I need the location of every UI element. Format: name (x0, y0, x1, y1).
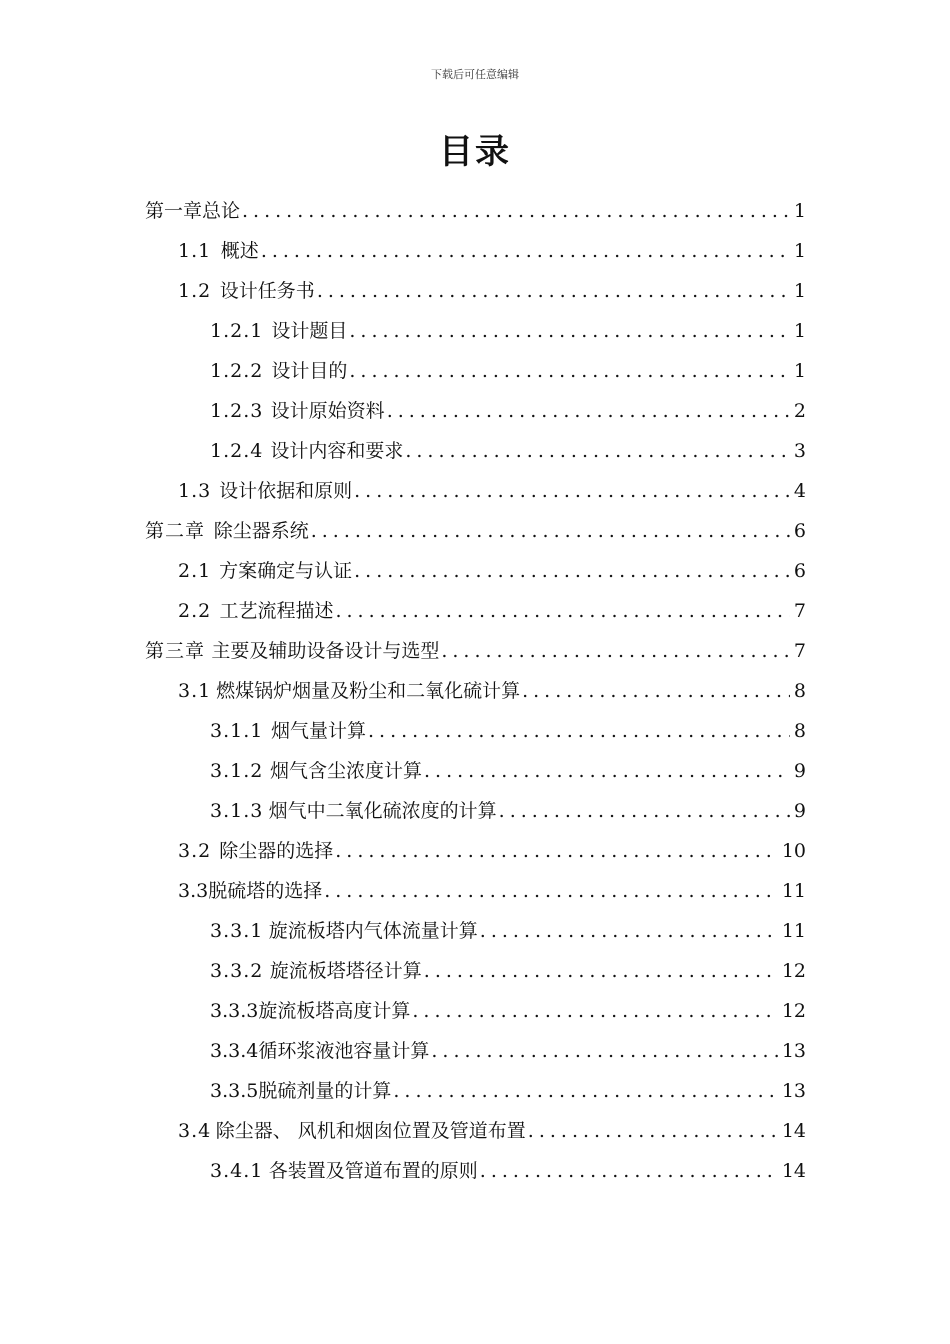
toc-entry[interactable] (210, 431, 806, 471)
toc-entry-number: 3.1 (178, 680, 212, 702)
toc-page-number: 7 (793, 640, 806, 662)
toc-entry[interactable] (210, 1151, 806, 1191)
toc-leader (349, 311, 790, 351)
toc-leader (354, 471, 790, 511)
toc-entry[interactable] (210, 1031, 806, 1071)
toc-entry[interactable] (178, 1111, 806, 1151)
toc-leader (480, 911, 778, 951)
toc-entry[interactable] (178, 271, 806, 311)
toc-page-number: 3 (793, 440, 806, 462)
toc-entry-number: 1.2 (178, 280, 212, 302)
toc-leader (317, 271, 790, 311)
toc-entry[interactable] (178, 231, 806, 271)
toc-entry-number: 3.3.1 (210, 920, 264, 942)
toc-entry-number: 3.2 (178, 840, 212, 862)
toc-entry-number: 1.2.4 (210, 440, 264, 462)
toc-entry[interactable] (210, 711, 806, 751)
toc-entry-text: 除尘器系统 (213, 520, 309, 542)
toc-leader (424, 751, 790, 791)
toc-leader (528, 1111, 778, 1151)
toc-entry-number: 3.1.3 (210, 800, 264, 822)
toc-entry-number: 1.2.2 (210, 360, 264, 382)
toc-entry-text: 3.3.5脱硫剂量的计算 (210, 1080, 392, 1102)
toc-entry-text: 工艺流程描述 (219, 600, 334, 622)
toc-entry-text: 设计依据和原则 (219, 480, 353, 502)
toc-entry-text: 3.3.3旋流板塔高度计算 (210, 1000, 411, 1022)
toc-leader (441, 631, 790, 671)
toc-page-number: 10 (781, 840, 806, 862)
toc-entry-text: 3.3.4循环浆液池容量计算 (210, 1040, 430, 1062)
toc-leader (324, 871, 778, 911)
toc-entry-text: 设计内容和要求 (270, 440, 404, 462)
toc-entry-number: 3.4 (178, 1120, 212, 1142)
toc-entry-number: 1.2.3 (210, 400, 264, 422)
toc-page-number: 11 (781, 880, 806, 902)
toc-leader (242, 191, 790, 231)
toc-leader (349, 351, 790, 391)
toc-entry[interactable] (145, 631, 806, 671)
toc-entry[interactable] (178, 871, 806, 911)
toc-entry-text: 燃煤锅炉烟量及粉尘和二氧化硫计算 (216, 680, 521, 702)
toc-entry-text: 概述 (220, 240, 259, 262)
toc-entry-text: 烟气量计算 (271, 720, 367, 742)
toc-page-number: 9 (793, 760, 806, 782)
toc-entry[interactable] (178, 671, 806, 711)
toc-entry[interactable] (178, 551, 806, 591)
toc-page-number: 14 (781, 1120, 806, 1142)
toc-entry[interactable] (145, 511, 806, 551)
toc-leader (480, 1151, 778, 1191)
toc-entry[interactable] (210, 751, 806, 791)
toc-entry[interactable] (210, 991, 806, 1031)
toc-entry-number: 1.1 (178, 240, 212, 262)
toc-page-number: 12 (781, 1000, 806, 1022)
toc-entry-text: 烟气含尘浓度计算 (269, 760, 422, 782)
toc-leader (354, 551, 790, 591)
toc-leader (335, 591, 789, 631)
toc-entry-number: 第三章 (145, 640, 206, 662)
toc-entry-number: 2.1 (178, 560, 212, 582)
toc-entry-text: 方案确定与认证 (219, 560, 353, 582)
toc-page-number: 7 (793, 600, 806, 622)
toc-leader (522, 671, 790, 711)
toc-leader (499, 791, 790, 831)
toc-entry-text: 各装置及管道布置的原则 (268, 1160, 478, 1182)
toc-entry-text: 旋流板塔内气体流量计算 (268, 920, 478, 942)
toc-page-number: 6 (793, 560, 806, 582)
toc-leader (405, 431, 790, 471)
toc-entry[interactable] (210, 311, 806, 351)
toc-entry-text: 设计目的 (271, 360, 348, 382)
page-title: 目录 (439, 132, 511, 172)
toc-leader (261, 231, 790, 271)
toc-entry[interactable] (210, 791, 806, 831)
toc-leader (431, 1031, 777, 1071)
toc-entry-number: 2.2 (178, 600, 212, 622)
toc-page-number: 9 (793, 800, 806, 822)
toc-entry-number: 3.4.1 (210, 1160, 264, 1182)
toc-leader (335, 831, 778, 871)
toc-leader (424, 951, 778, 991)
toc-entry-text: 设计任务书 (219, 280, 315, 302)
toc-leader (393, 1071, 777, 1111)
toc-leader (368, 711, 790, 751)
toc-page-number: 1 (793, 280, 806, 302)
toc-entry-text: 3.3脱硫塔的选择 (178, 880, 323, 902)
toc-page-number: 1 (793, 240, 806, 262)
toc-entry-text: 旋流板塔塔径计算 (269, 960, 422, 982)
toc-page-number: 8 (793, 680, 806, 702)
toc-leader (311, 511, 790, 551)
toc-entry[interactable] (178, 591, 806, 631)
toc-entry-text: 主要及辅助设备设计与选型 (211, 640, 440, 662)
toc-entry[interactable] (178, 831, 806, 871)
toc-page-number: 13 (781, 1040, 806, 1062)
toc-page-number: 1 (793, 360, 806, 382)
toc-entry-number: 3.3.2 (210, 960, 264, 982)
toc-page-number: 13 (781, 1080, 806, 1102)
toc-entry[interactable] (210, 391, 806, 431)
toc-entry[interactable] (145, 191, 806, 231)
toc-entry[interactable] (178, 471, 806, 511)
toc-page-number: 8 (793, 720, 806, 742)
toc-page-number: 12 (781, 960, 806, 982)
toc-entry-number: 第二章 (145, 520, 206, 542)
toc-entry-number: 1.3 (178, 480, 212, 502)
page-header: 下载后可任意编辑 (431, 68, 519, 81)
toc-entry-text: 设计原始资料 (270, 400, 385, 422)
toc-entry[interactable] (210, 351, 806, 391)
toc-page-number: 1 (793, 200, 806, 222)
toc-page-number: 6 (793, 520, 806, 542)
toc-entry-text: 除尘器的选择 (219, 840, 334, 862)
toc-entry-text: 第一章总论 (145, 200, 241, 222)
toc-page-number: 14 (781, 1160, 806, 1182)
toc-entry[interactable] (210, 911, 806, 951)
toc-entry-number: 3.1.1 (210, 720, 264, 742)
toc-leader (387, 391, 790, 431)
toc-entry-number: 3.1.2 (210, 760, 264, 782)
toc-entry[interactable] (210, 951, 806, 991)
toc-entry[interactable] (210, 1071, 806, 1111)
toc-entry-text: 除尘器、 风机和烟囱位置及管道布置 (215, 1120, 526, 1142)
toc-entry-number: 1.2.1 (210, 320, 264, 342)
toc-leader (412, 991, 777, 1031)
toc-page-number: 4 (793, 480, 806, 502)
toc-entry-text: 设计题目 (271, 320, 348, 342)
toc-entry-text: 烟气中二氧化硫浓度的计算 (268, 800, 497, 822)
toc-page-number: 11 (781, 920, 806, 942)
toc-page-number: 2 (793, 400, 806, 422)
toc-page-number: 1 (793, 320, 806, 342)
